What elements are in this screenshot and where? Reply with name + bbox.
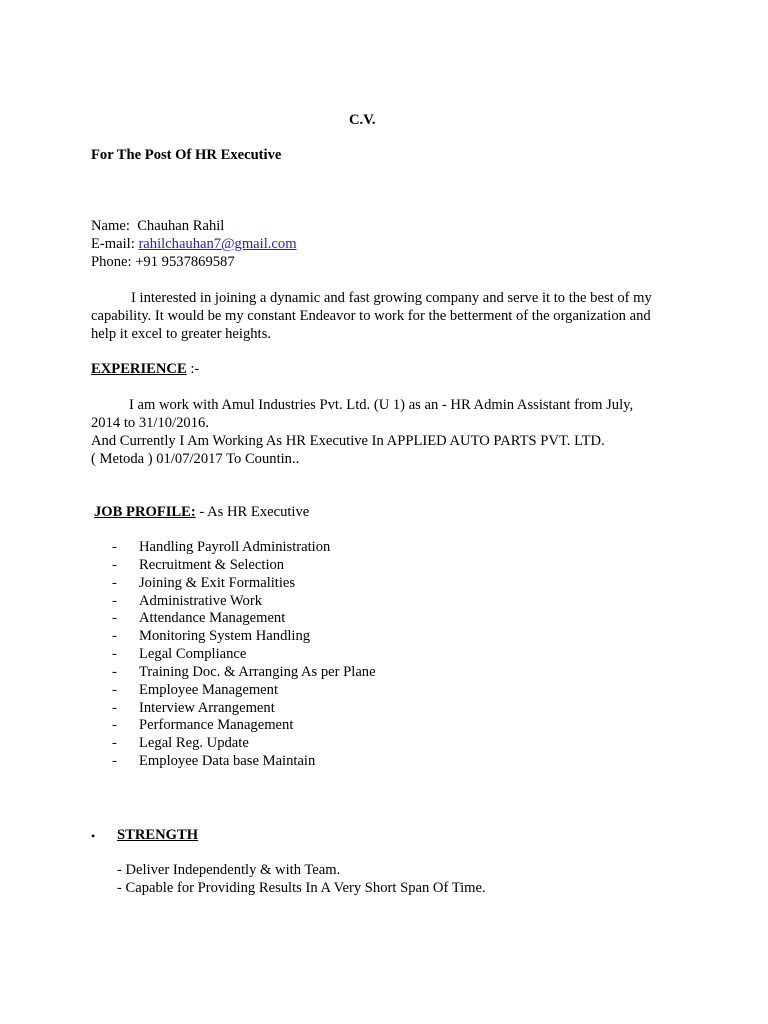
experience-heading: EXPERIENCE [91,361,187,377]
contact-email-line [91,236,297,254]
list-item-text: Administrative Work [139,592,262,609]
experience-heading-line [91,361,199,379]
experience-line-2: 2014 to 31/10/2016. [91,415,209,431]
list-dash: - [112,574,117,591]
list-dash: - [112,646,117,663]
list-dash: - [112,717,117,734]
list-dash: - [112,753,117,770]
list-dash: - [112,539,117,555]
list-item-text: Joining & Exit Formalities [139,574,296,591]
list-item [112,717,512,735]
contact-phone-line [91,254,235,272]
cv-title: C.V. [349,112,376,128]
list-dash: - [112,628,117,645]
phone-value: +91 9537869587 [135,254,235,270]
list-item [112,735,512,753]
list-item-text: Interview Arrangement [139,699,275,716]
list-item [112,664,512,682]
email-link[interactable]: rahilchauhan7@gmail.com [138,236,297,252]
list-item-text: Training Doc. & Arranging As per Plane [139,663,376,680]
experience-line-4: ( Metoda ) 01/07/2017 To Countin.. [91,451,300,467]
list-dash: - [112,681,117,698]
list-dash: - [112,735,117,752]
name-value: Chauhan Rahil [137,218,225,234]
email-label: E-mail: [91,236,135,252]
list-dash: - [112,610,117,627]
experience-line-3: And Currently I Am Working As HR Executive In APPLIED AUTO PARTS PVT. LTD. [91,433,605,449]
list-dash: - [112,556,117,573]
list-dash: - [112,699,117,716]
strength-heading: STRENGTH [117,827,199,843]
list-item [112,753,512,771]
job-profile-heading-suffix: - As HR Executive [195,504,310,520]
list-item [112,593,512,611]
list-item-text: Legal Compliance [139,646,247,663]
list-dash: - [112,592,117,609]
list-item [112,557,512,575]
objective-line-3: help it excel to greater heights. [91,326,271,342]
list-dash: - [112,663,117,680]
phone-label: Phone: [91,254,132,270]
name-label: Name: [91,218,130,234]
list-item-text: Employee Management [139,681,278,698]
list-item-text: Legal Reg. Update [139,735,249,752]
list-item [112,610,512,628]
list-item [112,646,512,664]
list-item [112,575,512,593]
list-item-text: Performance Management [139,717,294,734]
objective-line-2: capability. It would be my constant Endeavor to work for the betterment of the organization and [91,308,651,324]
experience-line-1: I am work with Amul Industries Pvt. Ltd. (U 1) as an - HR Admin Assistant from July, [129,397,634,413]
strength-item: - Deliver Independently & with Team. [117,862,341,878]
strength-bullet: • [91,829,96,843]
list-item-text: Monitoring System Handling [139,628,311,645]
job-profile-heading: JOB PROFILE: [94,504,196,520]
objective-line-1: I interested in joining a dynamic and fast growing company and serve it to the best of my [131,290,652,306]
contact-name-line [91,218,224,236]
list-item [112,539,512,557]
list-item [112,628,512,646]
list-item [112,700,512,718]
list-item-text: Handling Payroll Administration [139,539,331,555]
experience-heading-suffix: :- [186,361,200,377]
job-profile-heading-line [94,504,309,522]
list-item-text: Attendance Management [139,610,286,627]
strength-item: - Capable for Providing Results In A Very Short Span Of Time. [117,880,486,896]
post-title: For The Post Of HR Executive [91,147,282,163]
list-item-text: Employee Data base Maintain [139,753,316,770]
list-item-text: Recruitment & Selection [139,556,285,573]
list-item [112,682,512,700]
job-profile-list [112,539,512,771]
